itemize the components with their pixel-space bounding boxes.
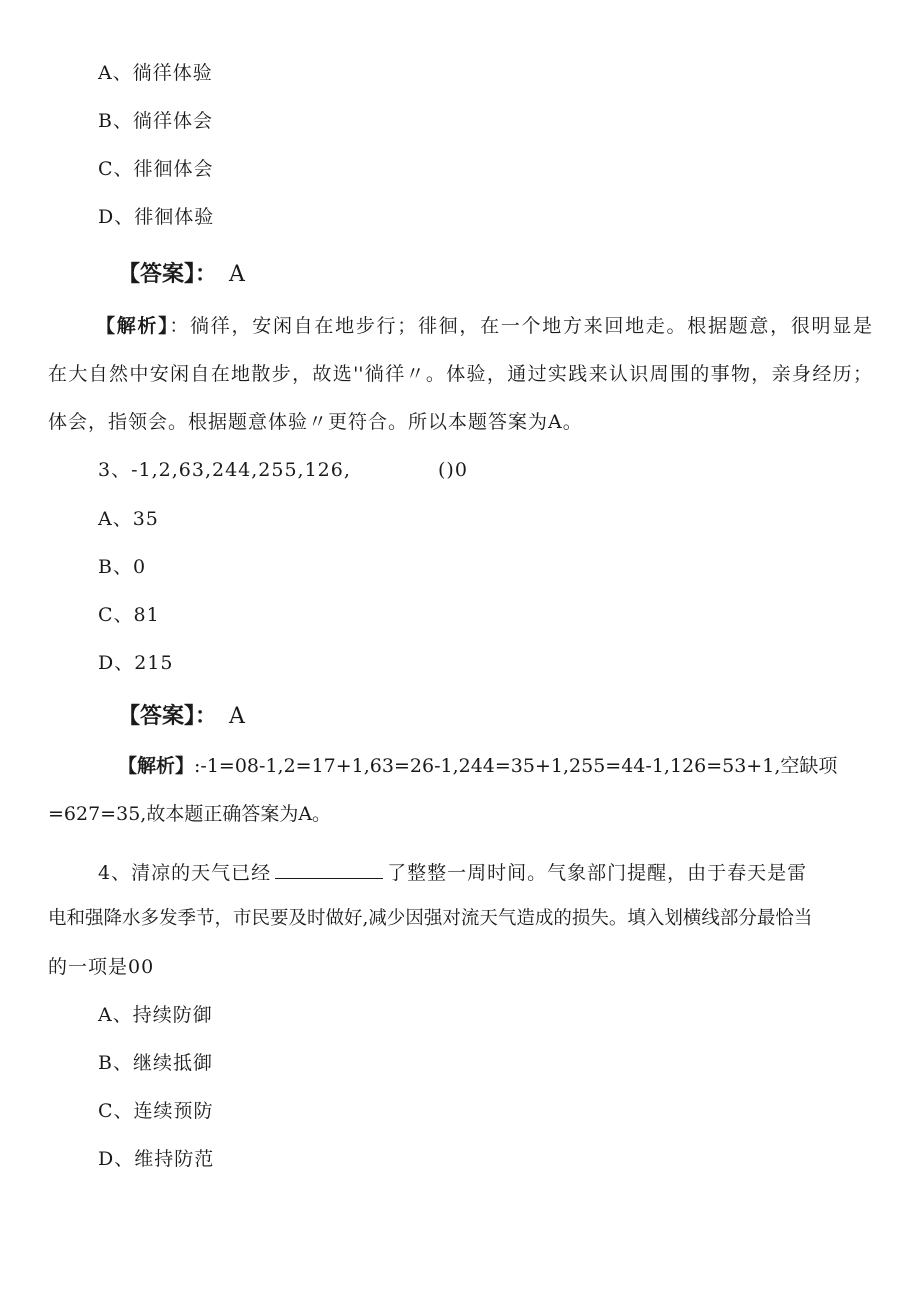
q2-option-a: A、徜徉体验: [98, 62, 213, 84]
q4-stem-line3: 的一项是00: [48, 956, 155, 978]
q2-answer-value: A: [229, 262, 245, 287]
q2-answer: [118, 264, 245, 286]
q3-answer-value: A: [229, 704, 245, 729]
q3-analysis-text1: :-1=08-1,2=17+1,63=26-1,244=35+1,255=44-1,126=53+1,空缺项: [194, 755, 838, 777]
q2-analysis-text1: ：徜徉，安闲自在地步行；徘徊，在一个地方来回地走。根据题意，很明显是: [169, 315, 872, 337]
q3-stem: 3、-1,2,63,244,255,126,: [98, 459, 351, 481]
q3-option-d: D、215: [98, 652, 174, 674]
q2-option-d: D、徘徊体验: [98, 206, 215, 228]
q4-stem-part2: 了整整一周时间。气象部门提醒，由于春天是雷: [387, 862, 808, 884]
q2-option-c: C、徘徊体会: [98, 158, 214, 180]
q4-stem-part1: 4、清凉的天气已经: [98, 862, 272, 884]
q2-analysis-label: 【解析】: [96, 315, 170, 337]
q4-stem-line1: [98, 862, 807, 883]
q2-option-b: B、徜徉体会: [98, 110, 213, 132]
q3-option-a: A、35: [98, 508, 159, 530]
q4-option-b: B、继续抵御: [98, 1052, 213, 1074]
q4-stem-line2: 电和强降水多发季节，市民要及时做好,减少因强对流天气造成的损失。填入划横线部分最恰当: [48, 908, 813, 929]
q3-option-c: C、81: [98, 604, 160, 626]
q3-answer: [118, 706, 245, 728]
q2-analysis-line2: 在大自然中安闲自在地散步，故选''徜徉〃。体验，通过实践来认识周围的事物，亲身经历；: [48, 363, 872, 385]
q4-option-a: A、持续防御: [98, 1004, 213, 1026]
q3-stem-blank: ()0: [438, 459, 468, 481]
q3-option-b: B、0: [98, 556, 147, 578]
q3-analysis-label: 【解析】: [118, 755, 195, 777]
q2-answer-label: 【答案】：: [118, 262, 218, 287]
q2-analysis-line1: [96, 317, 872, 336]
q3-analysis-line1: [118, 757, 837, 776]
q3-answer-label: 【答案】：: [118, 704, 218, 729]
q4-blank-underline: [275, 862, 383, 879]
q2-analysis-line3: 体会，指领会。根据题意体验〃更符合。所以本题答案为A。: [48, 411, 583, 433]
q3-analysis-line2: =627=35,故本题正确答案为A。: [48, 803, 332, 825]
q4-option-c: C、连续预防: [98, 1100, 214, 1122]
q4-option-d: D、维持防范: [98, 1148, 215, 1170]
